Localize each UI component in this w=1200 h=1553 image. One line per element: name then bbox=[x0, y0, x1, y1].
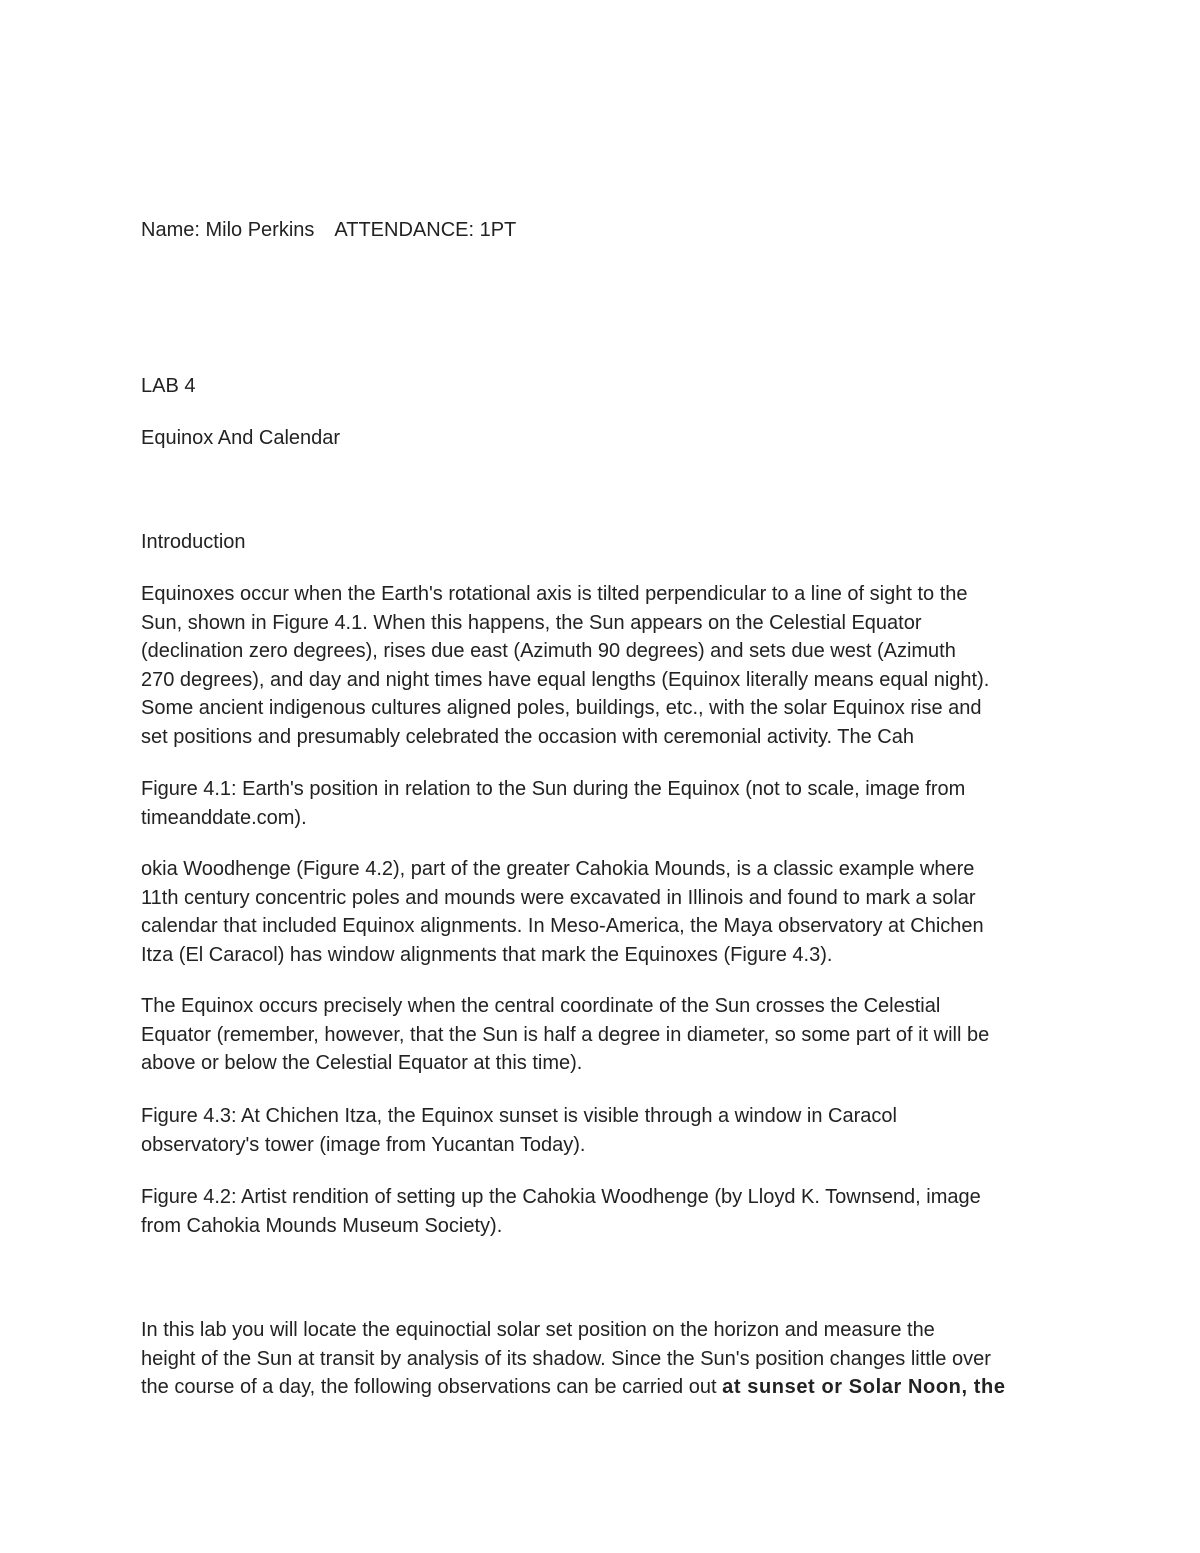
student-name: Name: Milo Perkins bbox=[141, 219, 315, 241]
text-line: above or below the Celestial Equator at this time). bbox=[141, 1052, 583, 1075]
text-line: Figure 4.3: At Chichen Itza, the Equinox sunset is visible through a window in Caracol bbox=[141, 1105, 897, 1127]
text-run: the course of a day, the following observations can be carried out bbox=[141, 1376, 723, 1399]
text-line: observatory's tower (image from Yucantan Today). bbox=[141, 1133, 586, 1156]
text-line: Sun, shown in Figure 4.1. When this happens, the Sun appears on the Celestial Equator bbox=[141, 611, 922, 634]
text-line: Some ancient indigenous cultures aligned poles, buildings, etc., with the solar Equinox rise and bbox=[141, 697, 982, 720]
text-line: height of the Sun at transit by analysis of its shadow. Since the Sun's position changes little over bbox=[141, 1347, 991, 1370]
text-line: 11th century concentric poles and mounds were excavated in Illinois and found to mark a solar bbox=[141, 886, 976, 909]
lab-title: LAB 4 bbox=[141, 375, 196, 397]
equinox-paragraph bbox=[141, 992, 1081, 1078]
text-line: Itza (El Caracol) has window alignments that mark the Equinoxes (Figure 4.3). bbox=[141, 943, 833, 966]
section-heading: Introduction bbox=[141, 531, 246, 553]
intro-paragraph bbox=[141, 580, 1081, 752]
text-line: Figure 4.1: Earth's position in relation to the Sun during the Equinox (not to scale, image from bbox=[141, 778, 966, 800]
attendance-label: ATTENDANCE: 1PT bbox=[334, 219, 517, 241]
text-line: timeanddate.com). bbox=[141, 806, 307, 829]
text-line: 270 degrees), and day and night times have equal lengths (Equinox literally means equal night). bbox=[141, 668, 990, 691]
cahokia-paragraph bbox=[141, 855, 1081, 969]
text-line: Figure 4.2: Artist rendition of setting up the Cahokia Woodhenge (by Lloyd K. Townsend, image bbox=[141, 1186, 981, 1208]
lab-subtitle: Equinox And Calendar bbox=[141, 427, 341, 449]
text-line: Equinoxes occur when the Earth's rotational axis is tilted perpendicular to a line of sight to the bbox=[141, 583, 968, 605]
text-line: set positions and presumably celebrated the occasion with ceremonial activity. The Cah bbox=[141, 725, 914, 748]
figure-4-1-caption bbox=[141, 775, 1081, 832]
text-line: (declination zero degrees), rises due east (Azimuth 90 degrees) and sets due west (Azimuth bbox=[141, 640, 956, 663]
text-line: from Cahokia Mounds Museum Society). bbox=[141, 1214, 503, 1237]
text-line: okia Woodhenge (Figure 4.2), part of the greater Cahokia Mounds, is a classic example where bbox=[141, 858, 975, 880]
text-line: In this lab you will locate the equinoctial solar set position on the horizon and measure the bbox=[141, 1319, 935, 1341]
text-line: The Equinox occurs precisely when the central coordinate of the Sun crosses the Celestial bbox=[141, 995, 941, 1017]
lab-paragraph bbox=[141, 1316, 1081, 1402]
figure-4-2-caption bbox=[141, 1183, 1081, 1240]
text-line bbox=[141, 1373, 1081, 1402]
bold-text-run: at sunset or Solar Noon, the bbox=[722, 1376, 1006, 1399]
header-line bbox=[141, 216, 1081, 245]
text-line: Equator (remember, however, that the Sun is half a degree in diameter, so some part of it will be bbox=[141, 1023, 990, 1046]
figure-4-3-caption bbox=[141, 1102, 1081, 1159]
text-line: calendar that included Equinox alignments. In Meso-America, the Maya observatory at Chichen bbox=[141, 915, 984, 938]
